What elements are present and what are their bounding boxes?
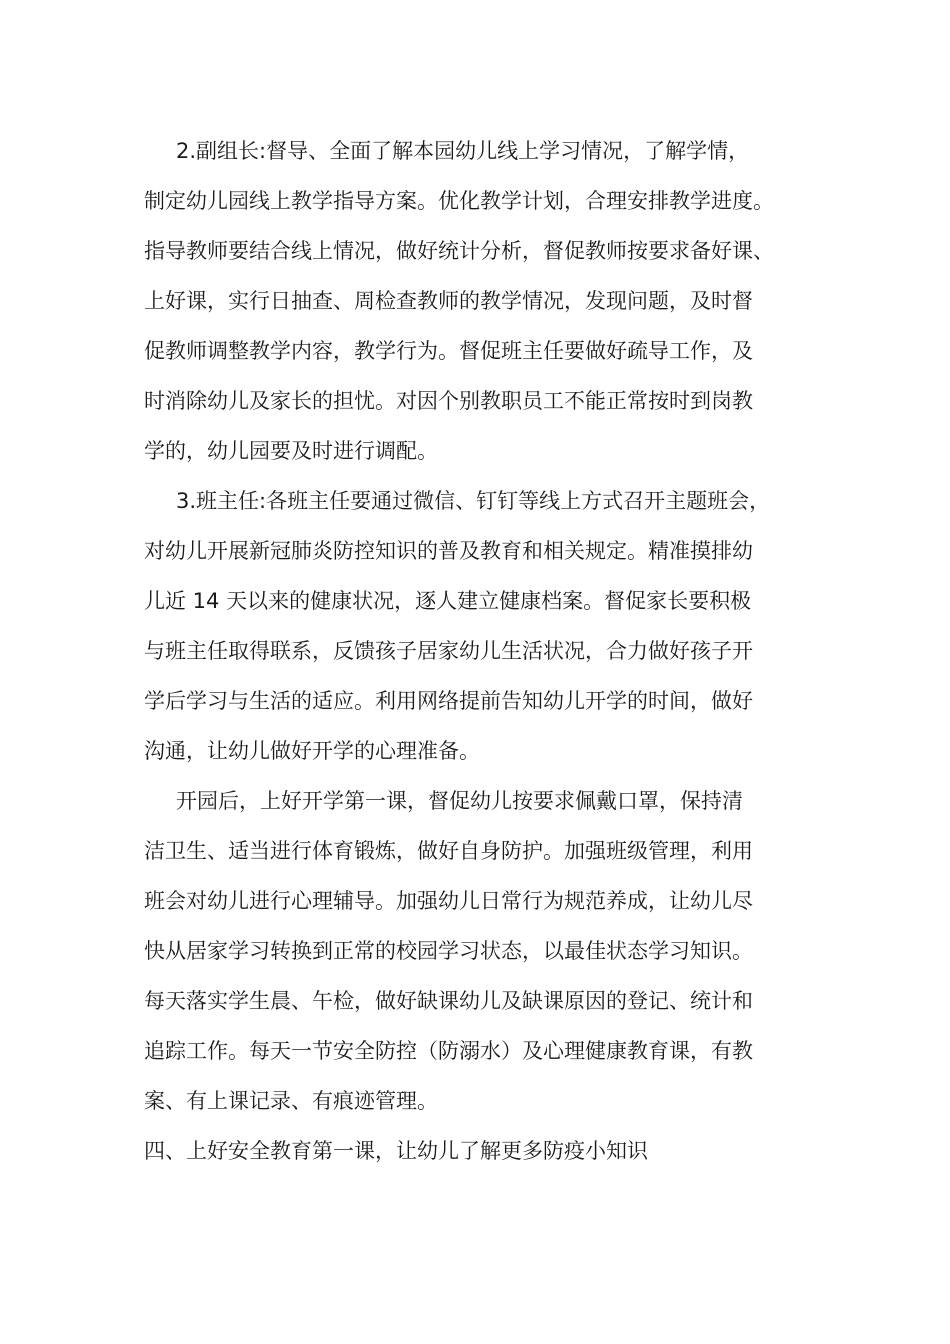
paragraph-line: 时消除幼儿及家长的担忧。对因个别教职员工不能正常按时到岗教 (144, 389, 753, 413)
paragraph-line: 儿近 14 天以来的健康状况，逐人建立健康档案。督促家长要积极 (144, 589, 752, 613)
paragraph-line: 开园后，上好开学第一课，督促幼儿按要求佩戴口罩，保持清 (176, 789, 743, 813)
paragraph-line: 洁卫生、适当进行体育锻炼，做好自身防护。加强班级管理，利用 (144, 839, 753, 863)
paragraph-line: 上好课，实行日抽查、周检查教师的教学情况，发现问题，及时督 (144, 289, 753, 313)
paragraph-line: 快从居家学习转换到正常的校园学习状态，以最佳状态学习知识。 (144, 939, 753, 963)
paragraph-line: 与班主任取得联系，反馈孩子居家幼儿生活状况，合力做好孩子开 (144, 639, 753, 663)
paragraph-line: 指导教师要结合线上情况，做好统计分析，督促教师按要求备好课、 (144, 239, 774, 263)
paragraph-line: 案、有上课记录、有痕迹管理。 (144, 1089, 438, 1113)
paragraph-line: 对幼儿开展新冠肺炎防控知识的普及教育和相关规定。精准摸排幼 (144, 539, 753, 563)
paragraph-line: 制定幼儿园线上教学指导方案。优化教学计划，合理安排教学进度。 (144, 189, 774, 213)
paragraph-after-opening (144, 776, 812, 1126)
document-page (144, 126, 812, 1176)
paragraph-line: 2.副组长:督导、全面了解本园幼儿线上学习情况，了解学情， (176, 139, 750, 163)
paragraph-line: 学后学习与生活的适应。利用网络提前告知幼儿开学的时间，做好 (144, 689, 753, 713)
paragraph-line: 3.班主任:各班主任要通过微信、钉钉等线上方式召开主题班会， (176, 489, 771, 513)
paragraph-line: 班会对幼儿进行心理辅导。加强幼儿日常行为规范养成，让幼儿尽 (144, 889, 753, 913)
paragraph-vice-leader (144, 126, 812, 476)
paragraph-line: 学的，幼儿园要及时进行调配。 (144, 439, 438, 463)
paragraph-line: 沟通，让幼儿做好开学的心理准备。 (144, 739, 480, 763)
section-heading-text: 四、上好安全教育第一课，让幼儿了解更多防疫小知识 (144, 1139, 648, 1163)
paragraph-class-teacher (144, 476, 812, 776)
section-heading (144, 1126, 812, 1176)
paragraph-line: 每天落实学生晨、午检，做好缺课幼儿及缺课原因的登记、统计和 (144, 989, 753, 1013)
paragraph-line: 追踪工作。每天一节安全防控（防溺水）及心理健康教育课，有教 (144, 1039, 753, 1063)
paragraph-line: 促教师调整教学内容，教学行为。督促班主任要做好疏导工作，及 (144, 339, 753, 363)
